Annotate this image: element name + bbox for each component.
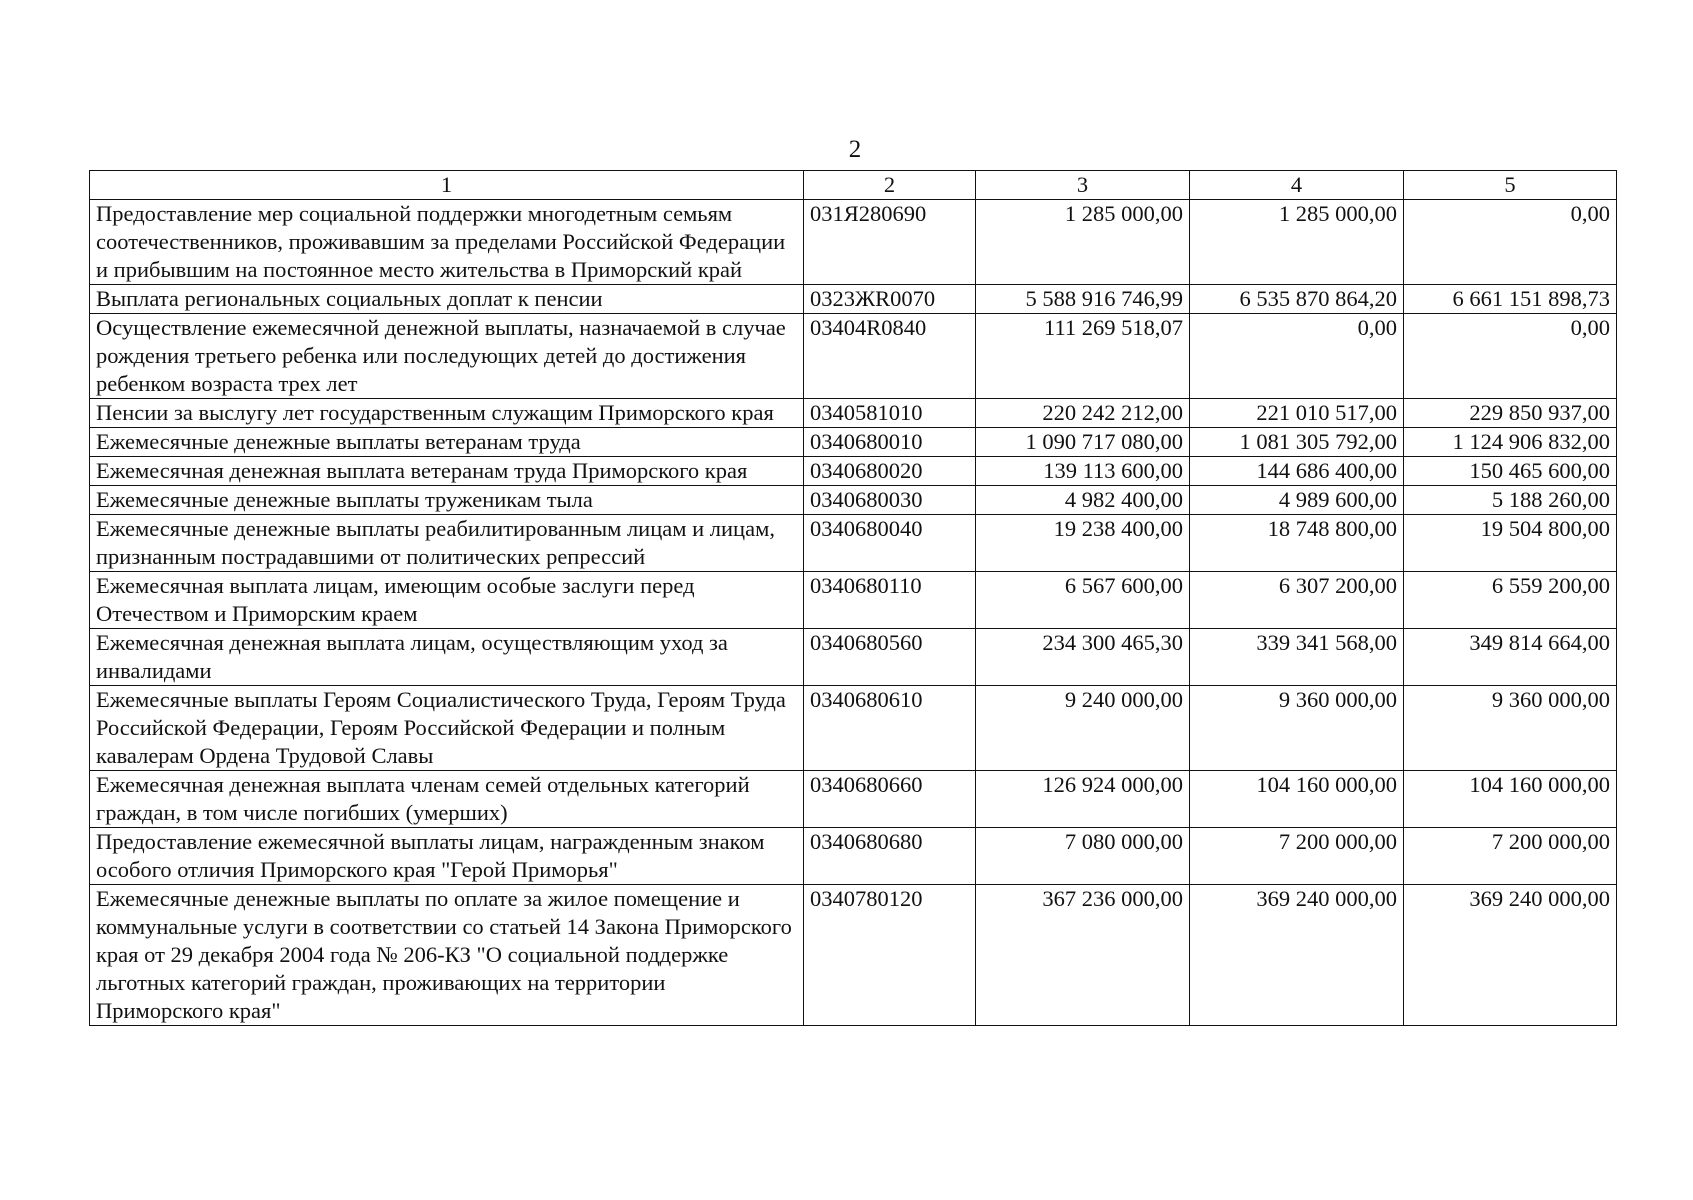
table-row: [90, 314, 1617, 399]
row-value-col3: 1 090 717 080,00: [976, 428, 1190, 457]
row-value-col3: 126 924 000,00: [976, 771, 1190, 828]
row-value-col5: 19 504 800,00: [1404, 515, 1617, 572]
row-value-col4: 0,00: [1190, 314, 1404, 399]
table-body: [90, 171, 1617, 1026]
row-value-col5: 150 465 600,00: [1404, 457, 1617, 486]
header-cell-1: 1: [90, 171, 804, 200]
row-value-col3: 19 238 400,00: [976, 515, 1190, 572]
row-name-cell: Ежемесячные денежные выплаты труженикам тыла: [90, 486, 804, 515]
row-value-col4: 339 341 568,00: [1190, 629, 1404, 686]
row-value-col5: 349 814 664,00: [1404, 629, 1617, 686]
row-code-cell: 0340680040: [804, 515, 976, 572]
row-value-col4: 369 240 000,00: [1190, 885, 1404, 1026]
row-value-col4: 221 010 517,00: [1190, 399, 1404, 428]
row-value-col4: 4 989 600,00: [1190, 486, 1404, 515]
table-row: [90, 629, 1617, 686]
table-header-row: [90, 171, 1617, 200]
row-value-col3: 4 982 400,00: [976, 486, 1190, 515]
row-code-cell: 03404R0840: [804, 314, 976, 399]
row-value-col3: 367 236 000,00: [976, 885, 1190, 1026]
row-value-col3: 234 300 465,30: [976, 629, 1190, 686]
header-cell-4: 4: [1190, 171, 1404, 200]
row-name-cell: Ежемесячные выплаты Героям Социалистического Труда, Героям Труда Российской Федерации, Героям Российской Федерации и полным кавалерам Ордена Трудовой Славы: [90, 686, 804, 771]
row-name-cell: Ежемесячные денежные выплаты реабилитированным лицам и лицам, признанным пострадавшими от политических репрессий: [90, 515, 804, 572]
row-name-cell: Ежемесячные денежные выплаты ветеранам труда: [90, 428, 804, 457]
row-value-col5: 9 360 000,00: [1404, 686, 1617, 771]
row-value-col5: 0,00: [1404, 314, 1617, 399]
table-row: [90, 828, 1617, 885]
row-name-cell: Ежемесячная выплата лицам, имеющим особые заслуги перед Отечеством и Приморским краем: [90, 572, 804, 629]
row-name-cell: Осуществление ежемесячной денежной выплаты, назначаемой в случае рождения третьего ребенка или последующих детей до достижения ребенком возраста трех лет: [90, 314, 804, 399]
row-value-col5: 5 188 260,00: [1404, 486, 1617, 515]
row-value-col3: 5 588 916 746,99: [976, 285, 1190, 314]
table-row: [90, 885, 1617, 1026]
header-cell-3: 3: [976, 171, 1190, 200]
row-value-col3: 9 240 000,00: [976, 686, 1190, 771]
row-value-col5: 1 124 906 832,00: [1404, 428, 1617, 457]
row-code-cell: 0340680110: [804, 572, 976, 629]
row-name-cell: Предоставление ежемесячной выплаты лицам, награжденным знаком особого отличия Приморского края "Герой Приморья": [90, 828, 804, 885]
row-code-cell: 031Я280690: [804, 200, 976, 285]
row-value-col3: 1 285 000,00: [976, 200, 1190, 285]
row-code-cell: 0340680680: [804, 828, 976, 885]
row-value-col5: 104 160 000,00: [1404, 771, 1617, 828]
row-code-cell: 0340581010: [804, 399, 976, 428]
row-code-cell: 0340680020: [804, 457, 976, 486]
row-value-col4: 104 160 000,00: [1190, 771, 1404, 828]
row-code-cell: 0340680660: [804, 771, 976, 828]
row-code-cell: 0340680030: [804, 486, 976, 515]
row-name-cell: Ежемесячная денежная выплата ветеранам труда Приморского края: [90, 457, 804, 486]
row-name-cell: Пенсии за выслугу лет государственным служащим Приморского края: [90, 399, 804, 428]
row-code-cell: 0340680610: [804, 686, 976, 771]
table-row: [90, 285, 1617, 314]
row-value-col5: 6 559 200,00: [1404, 572, 1617, 629]
row-name-cell: Предоставление мер социальной поддержки многодетным семьям соотечественников, проживавшим за пределами Российской Федерации и прибывшим на постоянное место жительства в Приморский край: [90, 200, 804, 285]
row-code-cell: 0323ЖR0070: [804, 285, 976, 314]
table-row: [90, 515, 1617, 572]
row-name-cell: Выплата региональных социальных доплат к пенсии: [90, 285, 804, 314]
row-value-col3: 220 242 212,00: [976, 399, 1190, 428]
row-code-cell: 0340780120: [804, 885, 976, 1026]
row-value-col3: 139 113 600,00: [976, 457, 1190, 486]
row-code-cell: 0340680560: [804, 629, 976, 686]
row-value-col4: 18 748 800,00: [1190, 515, 1404, 572]
budget-table: [89, 170, 1617, 1026]
table-row: [90, 486, 1617, 515]
header-cell-2: 2: [804, 171, 976, 200]
row-code-cell: 0340680010: [804, 428, 976, 457]
table-row: [90, 457, 1617, 486]
page-number: 2: [848, 136, 862, 163]
row-name-cell: Ежемесячная денежная выплата лицам, осуществляющим уход за инвалидами: [90, 629, 804, 686]
row-value-col5: 369 240 000,00: [1404, 885, 1617, 1026]
row-value-col5: 7 200 000,00: [1404, 828, 1617, 885]
row-name-cell: Ежемесячная денежная выплата членам семей отдельных категорий граждан, в том числе погибших (умерших): [90, 771, 804, 828]
table-row: [90, 572, 1617, 629]
row-value-col3: 7 080 000,00: [976, 828, 1190, 885]
table-row: [90, 686, 1617, 771]
row-value-col4: 144 686 400,00: [1190, 457, 1404, 486]
row-value-col4: 1 081 305 792,00: [1190, 428, 1404, 457]
row-value-col5: 6 661 151 898,73: [1404, 285, 1617, 314]
row-value-col3: 111 269 518,07: [976, 314, 1190, 399]
row-value-col4: 9 360 000,00: [1190, 686, 1404, 771]
row-name-cell: Ежемесячные денежные выплаты по оплате за жилое помещение и коммунальные услуги в соответствии со статьей 14 Закона Приморского края от 29 декабря 2004 года № 206-КЗ "О социальной поддержке льготных категорий граждан, проживающих на территории Приморского края": [90, 885, 804, 1026]
table-row: [90, 771, 1617, 828]
row-value-col3: 6 567 600,00: [976, 572, 1190, 629]
table-row: [90, 428, 1617, 457]
header-cell-5: 5: [1404, 171, 1617, 200]
row-value-col4: 6 535 870 864,20: [1190, 285, 1404, 314]
table-row: [90, 200, 1617, 285]
row-value-col4: 6 307 200,00: [1190, 572, 1404, 629]
table-row: [90, 399, 1617, 428]
row-value-col4: 7 200 000,00: [1190, 828, 1404, 885]
row-value-col5: 0,00: [1404, 200, 1617, 285]
row-value-col4: 1 285 000,00: [1190, 200, 1404, 285]
row-value-col5: 229 850 937,00: [1404, 399, 1617, 428]
